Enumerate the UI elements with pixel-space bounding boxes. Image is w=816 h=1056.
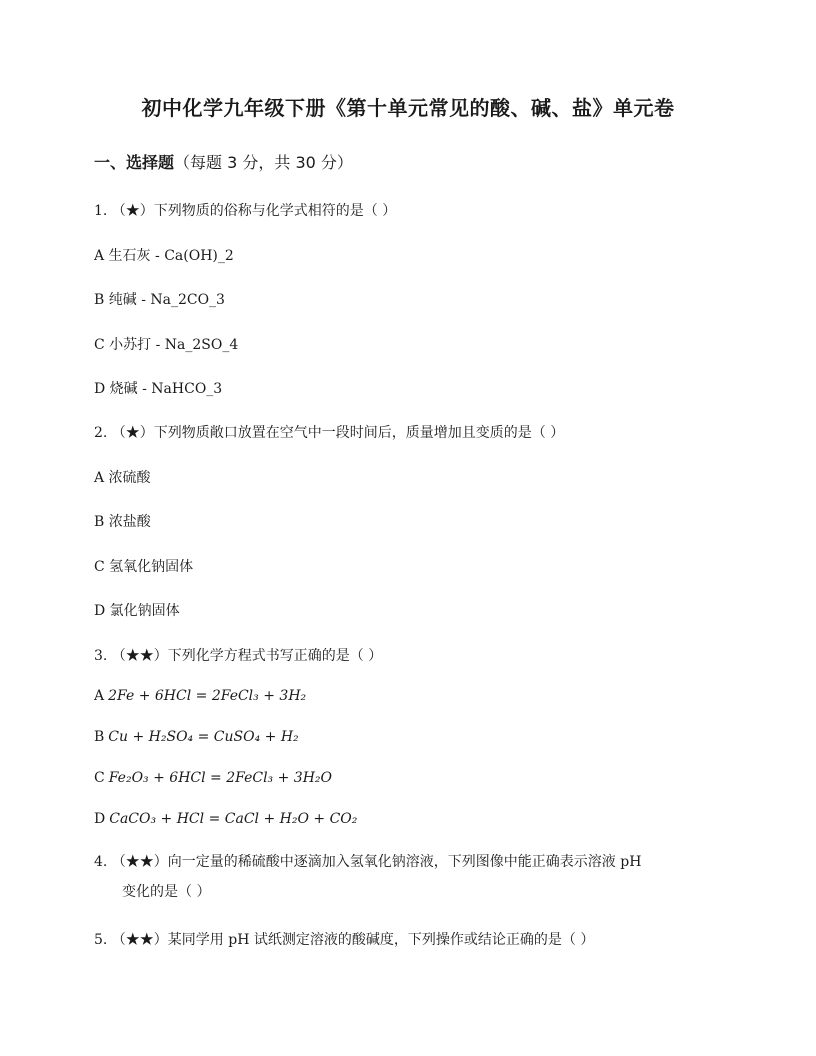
question-1-option-c: C 小苏打 - Na_2SO_4 bbox=[94, 337, 239, 353]
equation-c: Fe₂O₃ + 6HCl = 2FeCl₃ + 3H₂O bbox=[108, 770, 333, 786]
question-2-option-c: C 氢氧化钠固体 bbox=[94, 559, 194, 575]
question-3-stem: 3. （★★）下列化学方程式书写正确的是（ ） bbox=[94, 648, 383, 664]
section-title: 一、选择题 bbox=[94, 153, 175, 172]
question-4-line-2: 变化的是（ ） bbox=[122, 884, 211, 900]
page-title: 初中化学九年级下册《第十单元常见的酸、碱、盐》单元卷 bbox=[141, 96, 675, 120]
equation-d: CaCO₃ + HCl = CaCl + H₂O + CO₂ bbox=[109, 811, 358, 827]
section-heading bbox=[94, 150, 353, 173]
question-5-stem: 5. （★★）某同学用 pH 试纸测定溶液的酸碱度，下列操作或结论正确的是（ ） bbox=[94, 932, 595, 948]
equation-b: Cu + H₂SO₄ = CuSO₄ + H₂ bbox=[108, 729, 299, 745]
question-3-option-b bbox=[94, 729, 299, 745]
question-4-stem bbox=[94, 847, 734, 907]
option-letter: B bbox=[94, 729, 105, 745]
equation-a: 2Fe + 6HCl = 2FeCl₃ + 3H₂ bbox=[108, 688, 307, 704]
question-3-option-a bbox=[94, 688, 306, 704]
question-2-option-d: D 氯化钠固体 bbox=[94, 603, 180, 619]
question-2-option-b: B 浓盐酸 bbox=[94, 514, 151, 530]
option-letter: C bbox=[94, 770, 105, 786]
question-2-stem: 2. （★）下列物质敞口放置在空气中一段时间后，质量增加且变质的是（ ） bbox=[94, 425, 565, 441]
section-note: （每题 3 分，共 30 分） bbox=[174, 153, 353, 172]
question-3-option-c bbox=[94, 770, 332, 786]
question-1-option-d: D 烧碱 - NaHCO_3 bbox=[94, 381, 223, 397]
question-1-stem: 1. （★）下列物质的俗称与化学式相符的是（ ） bbox=[94, 203, 397, 219]
question-1-option-b: B 纯碱 - Na_2CO_3 bbox=[94, 292, 225, 308]
question-4-line-1: 4. （★★）向一定量的稀硫酸中逐滴加入氢氧化钠溶液，下列图像中能正确表示溶液 pH bbox=[94, 854, 642, 870]
option-letter: D bbox=[94, 811, 106, 827]
question-2-option-a: A 浓硫酸 bbox=[94, 470, 151, 486]
option-letter: A bbox=[94, 688, 105, 704]
question-3-option-d bbox=[94, 811, 357, 827]
question-1-option-a: A 生石灰 - Ca(OH)_2 bbox=[94, 248, 234, 264]
